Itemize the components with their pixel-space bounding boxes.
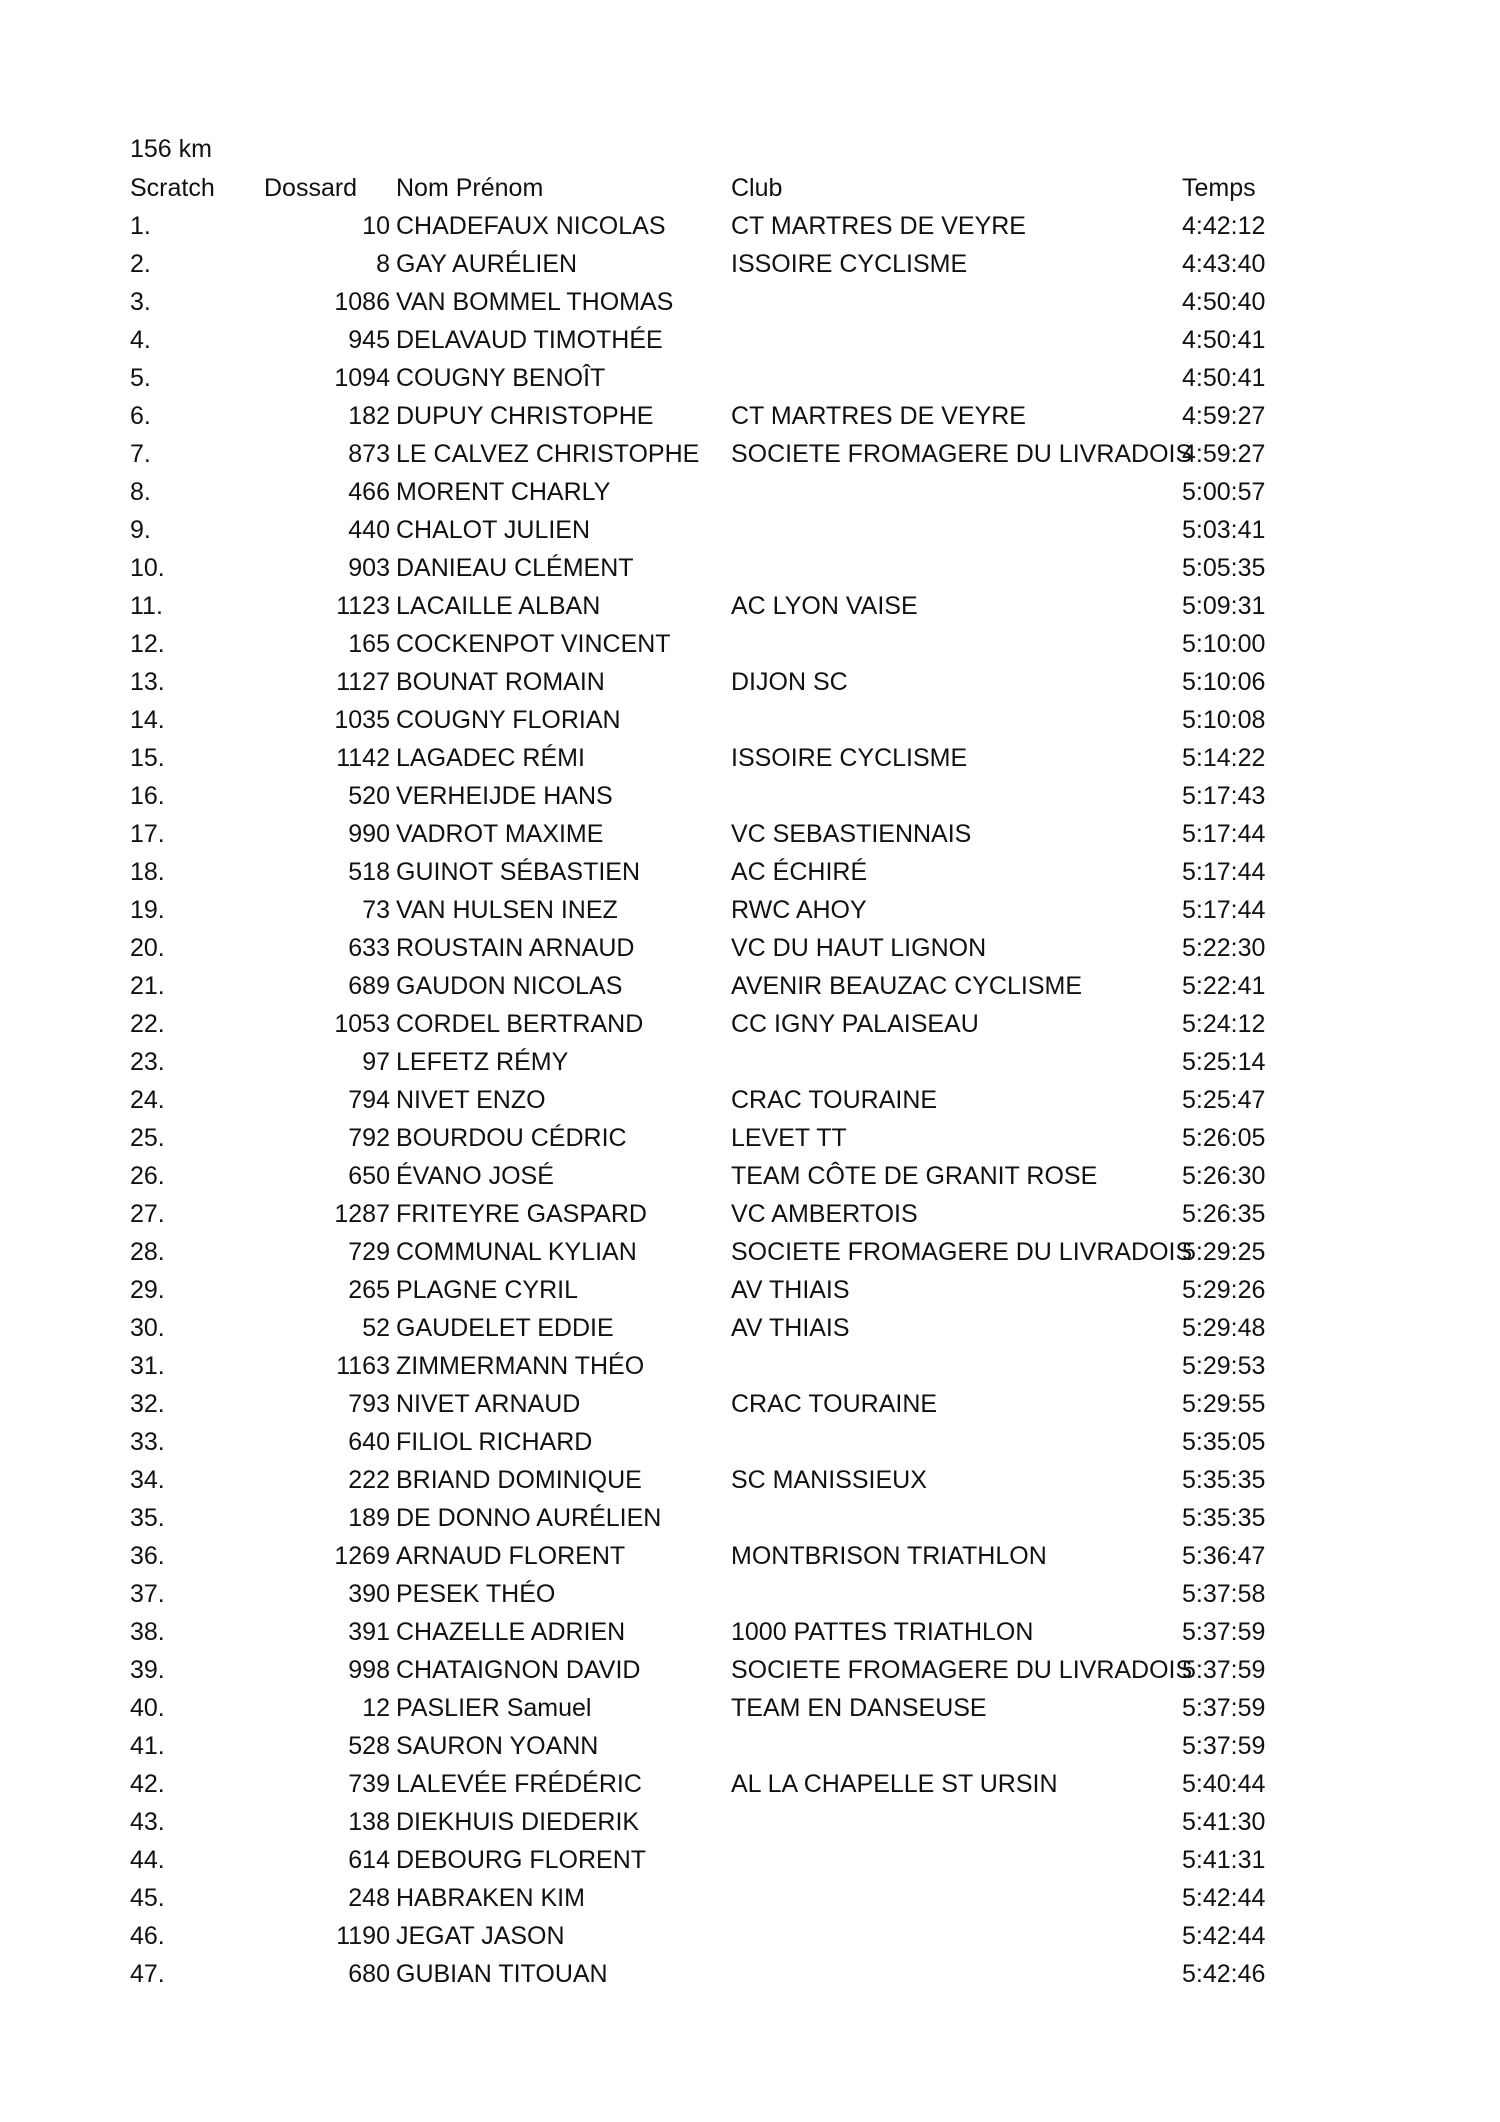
header-club: Club	[731, 174, 783, 202]
table-row	[0, 929, 1500, 967]
time-cell: 5:29:53	[1182, 1352, 1266, 1380]
bib-cell: 1142	[336, 744, 390, 772]
name-cell: HABRAKEN KIM	[396, 1884, 585, 1912]
time-cell: 5:22:41	[1182, 972, 1266, 1000]
club-cell: 1000 PATTES TRIATHLON	[731, 1618, 1034, 1646]
time-cell: 5:37:58	[1182, 1580, 1266, 1608]
rank-cell: 10.	[130, 554, 165, 582]
name-cell: DIEKHUIS DIEDERIK	[396, 1808, 640, 1836]
table-row	[0, 891, 1500, 929]
rank-cell: 9.	[130, 516, 151, 544]
bib-cell: 739	[348, 1770, 390, 1798]
table-row	[0, 625, 1500, 663]
club-cell: SOCIETE FROMAGERE DU LIVRADOIS	[731, 440, 1193, 468]
header-temps: Temps	[1182, 174, 1256, 202]
name-cell: CHALOT JULIEN	[396, 516, 591, 544]
rank-cell: 15.	[130, 744, 165, 772]
rank-cell: 44.	[130, 1846, 165, 1874]
name-cell: LEFETZ RÉMY	[396, 1048, 569, 1076]
name-cell: ROUSTAIN ARNAUD	[396, 934, 635, 962]
table-row	[0, 1955, 1500, 1993]
rank-cell: 17.	[130, 820, 165, 848]
time-cell: 5:17:44	[1182, 820, 1266, 848]
rank-cell: 16.	[130, 782, 165, 810]
time-cell: 5:26:05	[1182, 1124, 1266, 1152]
bib-cell: 792	[348, 1124, 390, 1152]
bib-cell: 97	[362, 1048, 390, 1076]
name-cell: CHADEFAUX NICOLAS	[396, 212, 666, 240]
name-cell: JEGAT JASON	[396, 1922, 565, 1950]
bib-cell: 1269	[334, 1542, 390, 1570]
time-cell: 5:37:59	[1182, 1694, 1266, 1722]
bib-cell: 391	[348, 1618, 390, 1646]
club-cell: LEVET TT	[731, 1124, 847, 1152]
club-cell: AC LYON VAISE	[731, 592, 918, 620]
rank-cell: 5.	[130, 364, 151, 392]
club-cell: AV THIAIS	[731, 1314, 850, 1342]
name-cell: VAN BOMMEL THOMAS	[396, 288, 674, 316]
club-cell: ISSOIRE CYCLISME	[731, 744, 968, 772]
table-row	[0, 815, 1500, 853]
name-cell: GAUDON NICOLAS	[396, 972, 623, 1000]
time-cell: 4:50:40	[1182, 288, 1266, 316]
name-cell: CHAZELLE ADRIEN	[396, 1618, 626, 1646]
rank-cell: 4.	[130, 326, 151, 354]
table-row	[0, 1917, 1500, 1955]
table-row	[0, 587, 1500, 625]
rank-cell: 23.	[130, 1048, 165, 1076]
table-row	[0, 1575, 1500, 1613]
time-cell: 5:35:35	[1182, 1504, 1266, 1532]
header-scratch: Scratch	[130, 174, 215, 202]
name-cell: GAUDELET EDDIE	[396, 1314, 614, 1342]
rank-cell: 34.	[130, 1466, 165, 1494]
name-cell: BRIAND DOMINIQUE	[396, 1466, 642, 1494]
bib-cell: 520	[348, 782, 390, 810]
club-cell: RWC AHOY	[731, 896, 867, 924]
table-row	[0, 207, 1500, 245]
table-row	[0, 1841, 1500, 1879]
name-cell: DEBOURG FLORENT	[396, 1846, 647, 1874]
bib-cell: 73	[362, 896, 390, 924]
club-cell: VC AMBERTOIS	[731, 1200, 918, 1228]
name-cell: GAY AURÉLIEN	[396, 250, 578, 278]
rank-cell: 31.	[130, 1352, 165, 1380]
table-row	[0, 1195, 1500, 1233]
rank-cell: 21.	[130, 972, 165, 1000]
bib-cell: 1163	[336, 1352, 390, 1380]
rank-cell: 18.	[130, 858, 165, 886]
rank-cell: 46.	[130, 1922, 165, 1950]
time-cell: 5:17:44	[1182, 858, 1266, 886]
table-row	[0, 473, 1500, 511]
bib-cell: 633	[348, 934, 390, 962]
name-cell: MORENT CHARLY	[396, 478, 611, 506]
time-cell: 5:37:59	[1182, 1732, 1266, 1760]
time-cell: 5:14:22	[1182, 744, 1266, 772]
rank-cell: 1.	[130, 212, 151, 240]
table-row	[0, 1727, 1500, 1765]
club-cell: CC IGNY PALAISEAU	[731, 1010, 979, 1038]
club-cell: CT MARTRES DE VEYRE	[731, 402, 1026, 430]
table-row	[0, 1423, 1500, 1461]
rank-cell: 41.	[130, 1732, 165, 1760]
club-cell: AVENIR BEAUZAC CYCLISME	[731, 972, 1083, 1000]
rank-cell: 40.	[130, 1694, 165, 1722]
rank-cell: 38.	[130, 1618, 165, 1646]
bib-cell: 1190	[336, 1922, 390, 1950]
rank-cell: 24.	[130, 1086, 165, 1114]
name-cell: NIVET ARNAUD	[396, 1390, 581, 1418]
table-row	[0, 1499, 1500, 1537]
name-cell: COCKENPOT VINCENT	[396, 630, 671, 658]
bib-cell: 1053	[334, 1010, 390, 1038]
name-cell: GUINOT SÉBASTIEN	[396, 858, 641, 886]
distance-title: 156 km	[130, 135, 212, 163]
rank-cell: 12.	[130, 630, 165, 658]
club-cell: AL LA CHAPELLE ST URSIN	[731, 1770, 1058, 1798]
name-cell: COUGNY BENOÎT	[396, 364, 606, 392]
bib-cell: 12	[362, 1694, 390, 1722]
name-cell: COUGNY FLORIAN	[396, 706, 621, 734]
club-cell: AV THIAIS	[731, 1276, 850, 1304]
table-row	[0, 1309, 1500, 1347]
name-cell: CHATAIGNON DAVID	[396, 1656, 641, 1684]
table-row	[0, 967, 1500, 1005]
time-cell: 5:29:25	[1182, 1238, 1266, 1266]
bib-cell: 10	[362, 212, 390, 240]
club-cell: MONTBRISON TRIATHLON	[731, 1542, 1047, 1570]
club-cell: CRAC TOURAINE	[731, 1390, 938, 1418]
bib-cell: 248	[348, 1884, 390, 1912]
table-row	[0, 1765, 1500, 1803]
table-row	[0, 1081, 1500, 1119]
time-cell: 4:50:41	[1182, 326, 1266, 354]
time-cell: 5:09:31	[1182, 592, 1266, 620]
name-cell: BOUNAT ROMAIN	[396, 668, 605, 696]
time-cell: 5:17:44	[1182, 896, 1266, 924]
time-cell: 4:42:12	[1182, 212, 1266, 240]
time-cell: 5:26:30	[1182, 1162, 1266, 1190]
time-cell: 5:29:26	[1182, 1276, 1266, 1304]
rank-cell: 43.	[130, 1808, 165, 1836]
rank-cell: 19.	[130, 896, 165, 924]
table-row	[0, 1271, 1500, 1309]
bib-cell: 466	[348, 478, 390, 506]
table-row	[0, 511, 1500, 549]
bib-cell: 1086	[334, 288, 390, 316]
time-cell: 5:03:41	[1182, 516, 1266, 544]
bib-cell: 1123	[336, 592, 390, 620]
time-cell: 5:05:35	[1182, 554, 1266, 582]
bib-cell: 945	[348, 326, 390, 354]
club-cell: VC SEBASTIENNAIS	[731, 820, 972, 848]
rank-cell: 32.	[130, 1390, 165, 1418]
name-cell: DUPUY CHRISTOPHE	[396, 402, 654, 430]
bib-cell: 265	[348, 1276, 390, 1304]
time-cell: 5:42:46	[1182, 1960, 1266, 1988]
name-cell: NIVET ENZO	[396, 1086, 546, 1114]
table-row	[0, 1461, 1500, 1499]
time-cell: 5:00:57	[1182, 478, 1266, 506]
rank-cell: 47.	[130, 1960, 165, 1988]
time-cell: 4:50:41	[1182, 364, 1266, 392]
time-cell: 5:35:35	[1182, 1466, 1266, 1494]
bib-cell: 528	[348, 1732, 390, 1760]
table-row	[0, 435, 1500, 473]
time-cell: 5:37:59	[1182, 1618, 1266, 1646]
table-row	[0, 397, 1500, 435]
rank-cell: 6.	[130, 402, 151, 430]
table-row	[0, 1119, 1500, 1157]
club-cell: DIJON SC	[731, 668, 848, 696]
time-cell: 5:40:44	[1182, 1770, 1266, 1798]
table-row	[0, 1613, 1500, 1651]
table-row	[0, 1385, 1500, 1423]
table-row	[0, 1005, 1500, 1043]
rank-cell: 33.	[130, 1428, 165, 1456]
table-row	[0, 1233, 1500, 1271]
time-cell: 5:26:35	[1182, 1200, 1266, 1228]
table-row	[0, 739, 1500, 777]
name-cell: ÉVANO JOSÉ	[396, 1162, 554, 1190]
header-dossard: Dossard	[264, 174, 358, 202]
bib-cell: 794	[348, 1086, 390, 1114]
name-cell: PESEK THÉO	[396, 1580, 556, 1608]
time-cell: 5:25:47	[1182, 1086, 1266, 1114]
time-cell: 5:22:30	[1182, 934, 1266, 962]
table-row	[0, 321, 1500, 359]
table-row	[0, 549, 1500, 587]
table-row	[0, 245, 1500, 283]
name-cell: ZIMMERMANN THÉO	[396, 1352, 645, 1380]
bib-cell: 1035	[334, 706, 390, 734]
table-row	[0, 777, 1500, 815]
table-row	[0, 853, 1500, 891]
bib-cell: 903	[348, 554, 390, 582]
name-cell: PLAGNE CYRIL	[396, 1276, 579, 1304]
rank-cell: 36.	[130, 1542, 165, 1570]
rank-cell: 29.	[130, 1276, 165, 1304]
time-cell: 5:41:30	[1182, 1808, 1266, 1836]
bib-cell: 52	[362, 1314, 390, 1342]
bib-cell: 182	[348, 402, 390, 430]
name-cell: SAURON YOANN	[396, 1732, 599, 1760]
rank-cell: 22.	[130, 1010, 165, 1038]
rank-cell: 20.	[130, 934, 165, 962]
rank-cell: 25.	[130, 1124, 165, 1152]
bib-cell: 1287	[334, 1200, 390, 1228]
time-cell: 5:10:08	[1182, 706, 1266, 734]
club-cell: VC DU HAUT LIGNON	[731, 934, 987, 962]
name-cell: COMMUNAL KYLIAN	[396, 1238, 637, 1266]
bib-cell: 640	[348, 1428, 390, 1456]
name-cell: CORDEL BERTRAND	[396, 1010, 644, 1038]
rank-cell: 3.	[130, 288, 151, 316]
bib-cell: 222	[348, 1466, 390, 1494]
time-cell: 5:24:12	[1182, 1010, 1266, 1038]
rank-cell: 26.	[130, 1162, 165, 1190]
bib-cell: 165	[348, 630, 390, 658]
table-row	[0, 1043, 1500, 1081]
name-cell: LALEVÉE FRÉDÉRIC	[396, 1770, 642, 1798]
bib-cell: 1094	[334, 364, 390, 392]
table-row	[0, 663, 1500, 701]
bib-cell: 138	[348, 1808, 390, 1836]
rank-cell: 30.	[130, 1314, 165, 1342]
table-row	[0, 1157, 1500, 1195]
club-cell: TEAM EN DANSEUSE	[731, 1694, 987, 1722]
bib-cell: 793	[348, 1390, 390, 1418]
bib-cell: 8	[376, 250, 390, 278]
name-cell: DELAVAUD TIMOTHÉE	[396, 326, 663, 354]
time-cell: 4:59:27	[1182, 440, 1266, 468]
table-row	[0, 1347, 1500, 1385]
name-cell: BOURDOU CÉDRIC	[396, 1124, 627, 1152]
table-row	[0, 283, 1500, 321]
time-cell: 4:59:27	[1182, 402, 1266, 430]
table-row	[0, 359, 1500, 397]
club-cell: SOCIETE FROMAGERE DU LIVRADOIS	[731, 1656, 1193, 1684]
rank-cell: 42.	[130, 1770, 165, 1798]
rank-cell: 11.	[130, 592, 163, 620]
table-header	[0, 169, 1500, 207]
club-cell: SC MANISSIEUX	[731, 1466, 927, 1494]
time-cell: 5:35:05	[1182, 1428, 1266, 1456]
time-cell: 5:29:55	[1182, 1390, 1266, 1418]
rank-cell: 45.	[130, 1884, 165, 1912]
rank-cell: 2.	[130, 250, 151, 278]
table-row	[0, 1537, 1500, 1575]
bib-cell: 189	[348, 1504, 390, 1532]
bib-cell: 650	[348, 1162, 390, 1190]
time-cell: 5:42:44	[1182, 1884, 1266, 1912]
table-row	[0, 1651, 1500, 1689]
club-cell: TEAM CÔTE DE GRANIT ROSE	[731, 1162, 1098, 1190]
name-cell: VADROT MAXIME	[396, 820, 604, 848]
bib-cell: 680	[348, 1960, 390, 1988]
time-cell: 5:10:06	[1182, 668, 1266, 696]
name-cell: VAN HULSEN INEZ	[396, 896, 618, 924]
name-cell: FILIOL RICHARD	[396, 1428, 593, 1456]
club-cell: SOCIETE FROMAGERE DU LIVRADOIS	[731, 1238, 1193, 1266]
rank-cell: 14.	[130, 706, 165, 734]
bib-cell: 873	[348, 440, 390, 468]
bib-cell: 689	[348, 972, 390, 1000]
bib-cell: 990	[348, 820, 390, 848]
rank-cell: 27.	[130, 1200, 165, 1228]
club-cell: ISSOIRE CYCLISME	[731, 250, 968, 278]
time-cell: 4:43:40	[1182, 250, 1266, 278]
rank-cell: 7.	[130, 440, 151, 468]
table-row	[0, 1803, 1500, 1841]
name-cell: DANIEAU CLÉMENT	[396, 554, 634, 582]
header-nom-prenom: Nom Prénom	[396, 174, 544, 202]
name-cell: LE CALVEZ CHRISTOPHE	[396, 440, 700, 468]
time-cell: 5:42:44	[1182, 1922, 1266, 1950]
table-row	[0, 1879, 1500, 1917]
bib-cell: 729	[348, 1238, 390, 1266]
bib-cell: 440	[348, 516, 390, 544]
rank-cell: 39.	[130, 1656, 165, 1684]
bib-cell: 1127	[336, 668, 390, 696]
bib-cell: 998	[348, 1656, 390, 1684]
bib-cell: 390	[348, 1580, 390, 1608]
rank-cell: 28.	[130, 1238, 165, 1266]
name-cell: DE DONNO AURÉLIEN	[396, 1504, 662, 1532]
time-cell: 5:37:59	[1182, 1656, 1266, 1684]
time-cell: 5:29:48	[1182, 1314, 1266, 1342]
name-cell: VERHEIJDE HANS	[396, 782, 613, 810]
name-cell: GUBIAN TITOUAN	[396, 1960, 608, 1988]
time-cell: 5:17:43	[1182, 782, 1266, 810]
name-cell: ARNAUD FLORENT	[396, 1542, 626, 1570]
club-cell: AC ÉCHIRÉ	[731, 858, 868, 886]
name-cell: FRITEYRE GASPARD	[396, 1200, 647, 1228]
name-cell: LACAILLE ALBAN	[396, 592, 601, 620]
rank-cell: 37.	[130, 1580, 165, 1608]
club-cell: CT MARTRES DE VEYRE	[731, 212, 1026, 240]
rank-cell: 13.	[130, 668, 165, 696]
bib-cell: 518	[348, 858, 390, 886]
time-cell: 5:36:47	[1182, 1542, 1266, 1570]
table-row	[0, 1689, 1500, 1727]
time-cell: 5:41:31	[1182, 1846, 1266, 1874]
time-cell: 5:25:14	[1182, 1048, 1266, 1076]
table-row	[0, 701, 1500, 739]
bib-cell: 614	[348, 1846, 390, 1874]
club-cell: CRAC TOURAINE	[731, 1086, 938, 1114]
rank-cell: 8.	[130, 478, 151, 506]
name-cell: LAGADEC RÉMI	[396, 744, 585, 772]
name-cell: PASLIER Samuel	[396, 1694, 592, 1722]
time-cell: 5:10:00	[1182, 630, 1266, 658]
rank-cell: 35.	[130, 1504, 165, 1532]
